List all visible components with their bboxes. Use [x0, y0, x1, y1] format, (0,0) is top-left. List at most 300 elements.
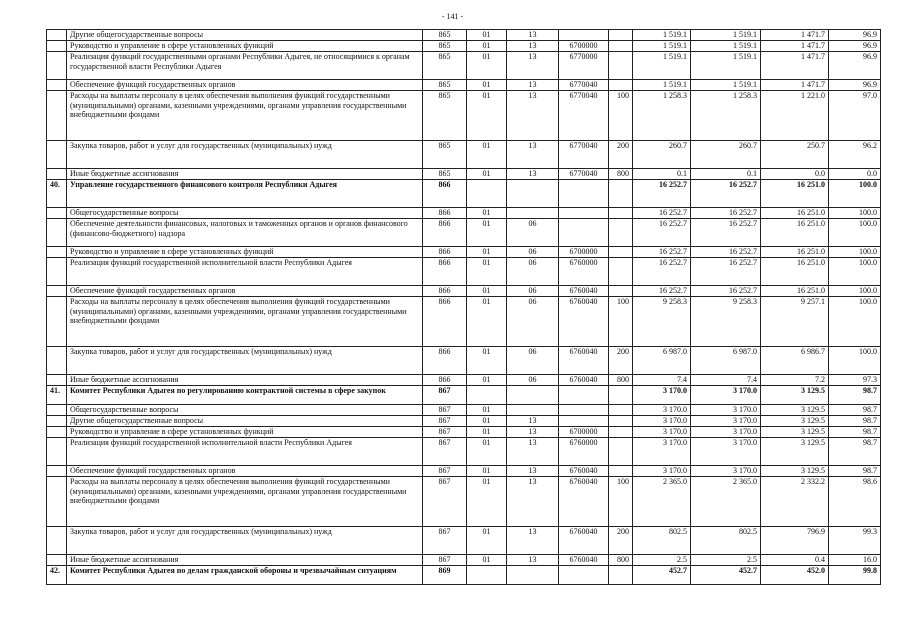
- cell-percent: 100.0: [829, 247, 881, 258]
- cell-amount-3: 1 471.7: [761, 52, 829, 80]
- cell-amount-2: 1 519.1: [691, 52, 761, 80]
- table-row: [47, 416, 881, 427]
- cell-target-article: [559, 416, 609, 427]
- cell-section: 01: [467, 405, 507, 416]
- cell-percent: 97.3: [829, 375, 881, 386]
- cell-amount-2: 1 519.1: [691, 80, 761, 91]
- row-number: [47, 141, 67, 169]
- cell-amount-1: 3 170.0: [633, 416, 691, 427]
- row-name: Обеспечение функций государственных органов: [67, 80, 423, 91]
- cell-amount-2: 7.4: [691, 375, 761, 386]
- row-number: [47, 41, 67, 52]
- cell-amount-2: 3 170.0: [691, 416, 761, 427]
- cell-percent: 98.7: [829, 386, 881, 405]
- cell-expense-type: 800: [609, 375, 633, 386]
- cell-target-article: 6700000: [559, 247, 609, 258]
- cell-amount-3: 6 986.7: [761, 347, 829, 375]
- cell-section: 01: [467, 347, 507, 375]
- cell-percent: 100.0: [829, 347, 881, 375]
- cell-percent: 0.0: [829, 169, 881, 180]
- cell-amount-3: 796.9: [761, 527, 829, 555]
- cell-percent: 98.7: [829, 466, 881, 477]
- row-name: Комитет Республики Адыгея по делам гражданской обороны и чрезвычайным ситуациям: [67, 566, 423, 585]
- cell-amount-1: 1 519.1: [633, 30, 691, 41]
- cell-subsection: 13: [507, 30, 559, 41]
- cell-section: 01: [467, 169, 507, 180]
- cell-ved: 867: [423, 386, 467, 405]
- row-name: Расходы на выплаты персоналу в целях обеспечения выполнения функций государственными (муниципальными) органами, казенными учреждениями, органами управления государственными внебюджетными фондами: [67, 477, 423, 527]
- cell-amount-3: 16 251.0: [761, 247, 829, 258]
- cell-subsection: 13: [507, 477, 559, 527]
- row-number: [47, 416, 67, 427]
- cell-subsection: 13: [507, 141, 559, 169]
- cell-amount-3: 3 129.5: [761, 416, 829, 427]
- cell-amount-2: 452.7: [691, 566, 761, 585]
- row-name: Расходы на выплаты персоналу в целях обеспечения выполнения функций государственными (муниципальными) органами, казенными учреждениями, органами управления государственными внебюджетными фондами: [67, 297, 423, 347]
- cell-section: 01: [467, 41, 507, 52]
- cell-amount-1: 2 365.0: [633, 477, 691, 527]
- cell-subsection: 13: [507, 91, 559, 141]
- cell-percent: 16.0: [829, 555, 881, 566]
- cell-amount-2: 0.1: [691, 169, 761, 180]
- table-row: [47, 169, 881, 180]
- page-number: - 141 -: [441, 12, 464, 21]
- cell-amount-3: 16 251.0: [761, 208, 829, 219]
- cell-percent: 98.7: [829, 416, 881, 427]
- cell-ved: 867: [423, 555, 467, 566]
- cell-subsection: [507, 386, 559, 405]
- cell-expense-type: 200: [609, 141, 633, 169]
- cell-target-article: [559, 405, 609, 416]
- cell-subsection: 06: [507, 375, 559, 386]
- row-number: [47, 405, 67, 416]
- row-name: Иные бюджетные ассигнования: [67, 169, 423, 180]
- cell-section: 01: [467, 477, 507, 527]
- cell-ved: 866: [423, 180, 467, 208]
- cell-subsection: [507, 180, 559, 208]
- cell-amount-1: 16 252.7: [633, 286, 691, 297]
- row-number: [47, 30, 67, 41]
- cell-amount-1: 16 252.7: [633, 208, 691, 219]
- cell-amount-1: 1 519.1: [633, 41, 691, 52]
- table-row: [47, 347, 881, 375]
- table-row: [47, 297, 881, 347]
- cell-percent: 96.9: [829, 80, 881, 91]
- cell-amount-2: 16 252.7: [691, 219, 761, 247]
- cell-amount-1: 16 252.7: [633, 219, 691, 247]
- cell-section: 01: [467, 555, 507, 566]
- row-number: 42.: [47, 566, 67, 585]
- cell-amount-2: 3 170.0: [691, 438, 761, 466]
- cell-amount-3: 250.7: [761, 141, 829, 169]
- cell-ved: 866: [423, 347, 467, 375]
- cell-amount-3: 16 251.0: [761, 258, 829, 286]
- row-number: 40.: [47, 180, 67, 208]
- table-row: [47, 30, 881, 41]
- cell-target-article: 6770040: [559, 91, 609, 141]
- cell-target-article: [559, 208, 609, 219]
- cell-section: [467, 566, 507, 585]
- cell-expense-type: [609, 41, 633, 52]
- row-number: [47, 258, 67, 286]
- row-number: [47, 466, 67, 477]
- cell-section: 01: [467, 141, 507, 169]
- cell-expense-type: [609, 466, 633, 477]
- cell-section: 01: [467, 80, 507, 91]
- cell-amount-1: 3 170.0: [633, 466, 691, 477]
- cell-section: 01: [467, 527, 507, 555]
- cell-subsection: [507, 405, 559, 416]
- row-name: Закупка товаров, работ и услуг для государственных (муниципальных) нужд: [67, 527, 423, 555]
- table-row: [47, 286, 881, 297]
- cell-percent: 96.9: [829, 30, 881, 41]
- cell-amount-3: 16 251.0: [761, 219, 829, 247]
- cell-expense-type: [609, 386, 633, 405]
- cell-section: 01: [467, 375, 507, 386]
- row-number: [47, 438, 67, 466]
- row-number: [47, 555, 67, 566]
- table-row: [47, 41, 881, 52]
- row-number: [47, 527, 67, 555]
- cell-amount-2: 1 519.1: [691, 30, 761, 41]
- cell-subsection: 13: [507, 527, 559, 555]
- cell-amount-3: 0.4: [761, 555, 829, 566]
- cell-amount-3: 16 251.0: [761, 180, 829, 208]
- cell-amount-1: 1 519.1: [633, 80, 691, 91]
- row-number: [47, 477, 67, 527]
- cell-section: [467, 386, 507, 405]
- cell-expense-type: 800: [609, 555, 633, 566]
- cell-expense-type: [609, 416, 633, 427]
- cell-amount-3: 3 129.5: [761, 466, 829, 477]
- cell-amount-3: 3 129.5: [761, 386, 829, 405]
- cell-amount-1: 16 252.7: [633, 247, 691, 258]
- cell-target-article: 6770040: [559, 141, 609, 169]
- cell-target-article: [559, 219, 609, 247]
- cell-target-article: 6760000: [559, 438, 609, 466]
- cell-amount-2: 6 987.0: [691, 347, 761, 375]
- cell-amount-1: 3 170.0: [633, 438, 691, 466]
- cell-ved: 866: [423, 297, 467, 347]
- cell-target-article: 6700000: [559, 41, 609, 52]
- cell-expense-type: [609, 427, 633, 438]
- cell-amount-1: 16 252.7: [633, 180, 691, 208]
- cell-section: 01: [467, 258, 507, 286]
- table-row: [47, 427, 881, 438]
- cell-subsection: 13: [507, 438, 559, 466]
- cell-amount-2: 16 252.7: [691, 258, 761, 286]
- cell-amount-3: 3 129.5: [761, 405, 829, 416]
- cell-target-article: 6770000: [559, 52, 609, 80]
- cell-target-article: [559, 566, 609, 585]
- cell-expense-type: [609, 405, 633, 416]
- cell-subsection: 13: [507, 555, 559, 566]
- cell-amount-3: 1 471.7: [761, 41, 829, 52]
- cell-percent: 96.2: [829, 141, 881, 169]
- cell-amount-2: 1 258.3: [691, 91, 761, 141]
- table-row: [47, 141, 881, 169]
- cell-subsection: 13: [507, 416, 559, 427]
- row-name: Иные бюджетные ассигнования: [67, 555, 423, 566]
- row-number: [47, 80, 67, 91]
- row-name: Расходы на выплаты персоналу в целях обеспечения выполнения функций государственными (муниципальными) органами, казенными учреждениями, органами управления государственными внебюджетными фондами: [67, 91, 423, 141]
- cell-section: 01: [467, 247, 507, 258]
- row-name: Обеспечение функций государственных органов: [67, 286, 423, 297]
- cell-section: 01: [467, 427, 507, 438]
- cell-expense-type: 200: [609, 347, 633, 375]
- table-row: [47, 566, 881, 585]
- cell-target-article: 6700000: [559, 427, 609, 438]
- cell-ved: 865: [423, 41, 467, 52]
- row-number: [47, 208, 67, 219]
- row-number: [47, 286, 67, 297]
- cell-section: 01: [467, 91, 507, 141]
- cell-expense-type: [609, 438, 633, 466]
- cell-section: 01: [467, 466, 507, 477]
- row-number: [47, 169, 67, 180]
- cell-section: 01: [467, 52, 507, 80]
- cell-ved: 866: [423, 208, 467, 219]
- cell-ved: 867: [423, 466, 467, 477]
- cell-target-article: 6760000: [559, 258, 609, 286]
- table-row: [47, 91, 881, 141]
- cell-subsection: 06: [507, 219, 559, 247]
- cell-subsection: 06: [507, 258, 559, 286]
- cell-section: 01: [467, 286, 507, 297]
- cell-ved: 865: [423, 141, 467, 169]
- cell-target-article: 6760040: [559, 466, 609, 477]
- cell-expense-type: [609, 52, 633, 80]
- cell-percent: 100.0: [829, 219, 881, 247]
- table-row: [47, 52, 881, 80]
- cell-amount-3: 3 129.5: [761, 427, 829, 438]
- cell-percent: 98.7: [829, 427, 881, 438]
- row-name: Иные бюджетные ассигнования: [67, 375, 423, 386]
- cell-percent: 97.0: [829, 91, 881, 141]
- row-number: [47, 375, 67, 386]
- row-name: Управление государственного финансового контроля Республики Адыгея: [67, 180, 423, 208]
- cell-expense-type: [609, 566, 633, 585]
- cell-amount-1: 802.5: [633, 527, 691, 555]
- cell-ved: 867: [423, 477, 467, 527]
- cell-section: 01: [467, 30, 507, 41]
- cell-percent: 100.0: [829, 208, 881, 219]
- table-row: [47, 466, 881, 477]
- table-row: [47, 219, 881, 247]
- cell-target-article: 6760040: [559, 477, 609, 527]
- row-number: [47, 297, 67, 347]
- cell-target-article: [559, 180, 609, 208]
- row-number: [47, 347, 67, 375]
- row-name: Реализация функций государственными органами Республики Адыгея, не относящимися к органам государственной власти Республики Адыгея: [67, 52, 423, 80]
- cell-expense-type: [609, 80, 633, 91]
- row-name: Руководство и управление в сфере установленных функций: [67, 427, 423, 438]
- cell-amount-1: 1 519.1: [633, 52, 691, 80]
- cell-expense-type: [609, 180, 633, 208]
- table-row: [47, 258, 881, 286]
- cell-amount-2: 3 170.0: [691, 427, 761, 438]
- cell-ved: 869: [423, 566, 467, 585]
- cell-expense-type: [609, 286, 633, 297]
- cell-ved: 867: [423, 427, 467, 438]
- cell-ved: 867: [423, 527, 467, 555]
- cell-amount-3: 0.0: [761, 169, 829, 180]
- cell-subsection: 13: [507, 80, 559, 91]
- cell-amount-1: 452.7: [633, 566, 691, 585]
- cell-expense-type: [609, 219, 633, 247]
- cell-amount-1: 3 170.0: [633, 427, 691, 438]
- row-name: Другие общегосударственные вопросы: [67, 30, 423, 41]
- cell-target-article: 6770040: [559, 80, 609, 91]
- cell-ved: 865: [423, 91, 467, 141]
- cell-subsection: 13: [507, 52, 559, 80]
- cell-ved: 867: [423, 416, 467, 427]
- row-name: Руководство и управление в сфере установленных функций: [67, 247, 423, 258]
- cell-amount-2: 3 170.0: [691, 386, 761, 405]
- cell-subsection: 13: [507, 41, 559, 52]
- table-row: [47, 386, 881, 405]
- cell-amount-3: 1 471.7: [761, 30, 829, 41]
- cell-section: 01: [467, 297, 507, 347]
- row-name: Общегосударственные вопросы: [67, 405, 423, 416]
- row-name: Закупка товаров, работ и услуг для государственных (муниципальных) нужд: [67, 141, 423, 169]
- budget-table: [46, 29, 881, 585]
- cell-target-article: 6760040: [559, 286, 609, 297]
- cell-target-article: 6760040: [559, 297, 609, 347]
- cell-target-article: 6760040: [559, 375, 609, 386]
- row-number: 41.: [47, 386, 67, 405]
- cell-subsection: 06: [507, 347, 559, 375]
- cell-ved: 865: [423, 169, 467, 180]
- cell-ved: 865: [423, 30, 467, 41]
- cell-ved: 867: [423, 438, 467, 466]
- cell-amount-1: 260.7: [633, 141, 691, 169]
- row-name: Общегосударственные вопросы: [67, 208, 423, 219]
- cell-expense-type: [609, 258, 633, 286]
- row-name: Другие общегосударственные вопросы: [67, 416, 423, 427]
- cell-amount-1: 7.4: [633, 375, 691, 386]
- cell-amount-3: 1 471.7: [761, 80, 829, 91]
- table-row: [47, 80, 881, 91]
- table-row: [47, 405, 881, 416]
- cell-percent: 100.0: [829, 180, 881, 208]
- cell-amount-2: 2.5: [691, 555, 761, 566]
- cell-ved: 865: [423, 52, 467, 80]
- cell-amount-3: 16 251.0: [761, 286, 829, 297]
- table-row: [47, 555, 881, 566]
- cell-percent: 100.0: [829, 297, 881, 347]
- cell-amount-3: 1 221.0: [761, 91, 829, 141]
- row-number: [47, 91, 67, 141]
- row-name: Обеспечение функций государственных органов: [67, 466, 423, 477]
- cell-amount-2: 802.5: [691, 527, 761, 555]
- cell-percent: 98.6: [829, 477, 881, 527]
- cell-subsection: 13: [507, 427, 559, 438]
- cell-amount-2: 3 170.0: [691, 466, 761, 477]
- cell-amount-1: 16 252.7: [633, 258, 691, 286]
- row-number: [47, 52, 67, 80]
- cell-amount-2: 16 252.7: [691, 208, 761, 219]
- cell-target-article: [559, 30, 609, 41]
- cell-amount-2: 16 252.7: [691, 247, 761, 258]
- cell-section: 01: [467, 438, 507, 466]
- cell-amount-3: 3 129.5: [761, 438, 829, 466]
- cell-amount-1: 3 170.0: [633, 405, 691, 416]
- cell-expense-type: 100: [609, 477, 633, 527]
- cell-subsection: 06: [507, 286, 559, 297]
- table-row: [47, 375, 881, 386]
- cell-expense-type: 100: [609, 91, 633, 141]
- cell-target-article: 6760040: [559, 527, 609, 555]
- cell-subsection: 06: [507, 297, 559, 347]
- cell-subsection: [507, 566, 559, 585]
- row-name: Закупка товаров, работ и услуг для государственных (муниципальных) нужд: [67, 347, 423, 375]
- cell-section: 01: [467, 208, 507, 219]
- cell-amount-2: 3 170.0: [691, 405, 761, 416]
- cell-percent: 99.3: [829, 527, 881, 555]
- cell-subsection: 13: [507, 466, 559, 477]
- cell-subsection: 06: [507, 247, 559, 258]
- cell-target-article: 6760040: [559, 555, 609, 566]
- cell-section: 01: [467, 219, 507, 247]
- cell-amount-2: 16 252.7: [691, 286, 761, 297]
- cell-amount-2: 1 519.1: [691, 41, 761, 52]
- row-name: Реализация функций государственной исполнительной власти Республики Адыгея: [67, 258, 423, 286]
- cell-percent: 100.0: [829, 286, 881, 297]
- cell-ved: 866: [423, 375, 467, 386]
- cell-subsection: 13: [507, 169, 559, 180]
- table-row: [47, 527, 881, 555]
- cell-amount-3: 9 257.1: [761, 297, 829, 347]
- table-row: [47, 247, 881, 258]
- cell-expense-type: [609, 30, 633, 41]
- cell-expense-type: [609, 247, 633, 258]
- cell-percent: 98.7: [829, 405, 881, 416]
- cell-ved: 866: [423, 258, 467, 286]
- cell-expense-type: 100: [609, 297, 633, 347]
- cell-section: 01: [467, 416, 507, 427]
- row-name: Реализация функций государственной исполнительной власти Республики Адыгея: [67, 438, 423, 466]
- cell-amount-1: 1 258.3: [633, 91, 691, 141]
- cell-amount-1: 2.5: [633, 555, 691, 566]
- cell-percent: 98.7: [829, 438, 881, 466]
- cell-ved: 866: [423, 286, 467, 297]
- table-row: [47, 180, 881, 208]
- cell-ved: 865: [423, 80, 467, 91]
- cell-ved: 866: [423, 247, 467, 258]
- cell-amount-1: 6 987.0: [633, 347, 691, 375]
- cell-section: [467, 180, 507, 208]
- cell-amount-2: 260.7: [691, 141, 761, 169]
- cell-amount-3: 2 332.2: [761, 477, 829, 527]
- cell-subsection: [507, 208, 559, 219]
- cell-target-article: 6770040: [559, 169, 609, 180]
- cell-amount-2: 9 258.3: [691, 297, 761, 347]
- row-number: [47, 247, 67, 258]
- cell-amount-1: 9 258.3: [633, 297, 691, 347]
- cell-percent: 96.9: [829, 41, 881, 52]
- cell-expense-type: 200: [609, 527, 633, 555]
- cell-percent: 96.9: [829, 52, 881, 80]
- cell-percent: 100.0: [829, 258, 881, 286]
- cell-expense-type: [609, 208, 633, 219]
- cell-amount-3: 7.2: [761, 375, 829, 386]
- cell-ved: 866: [423, 219, 467, 247]
- row-number: [47, 427, 67, 438]
- cell-amount-2: 16 252.7: [691, 180, 761, 208]
- row-name: Обеспечение деятельности финансовых, налоговых и таможенных органов и органов финансового (финансово-бюджетного) надзора: [67, 219, 423, 247]
- cell-amount-3: 452.0: [761, 566, 829, 585]
